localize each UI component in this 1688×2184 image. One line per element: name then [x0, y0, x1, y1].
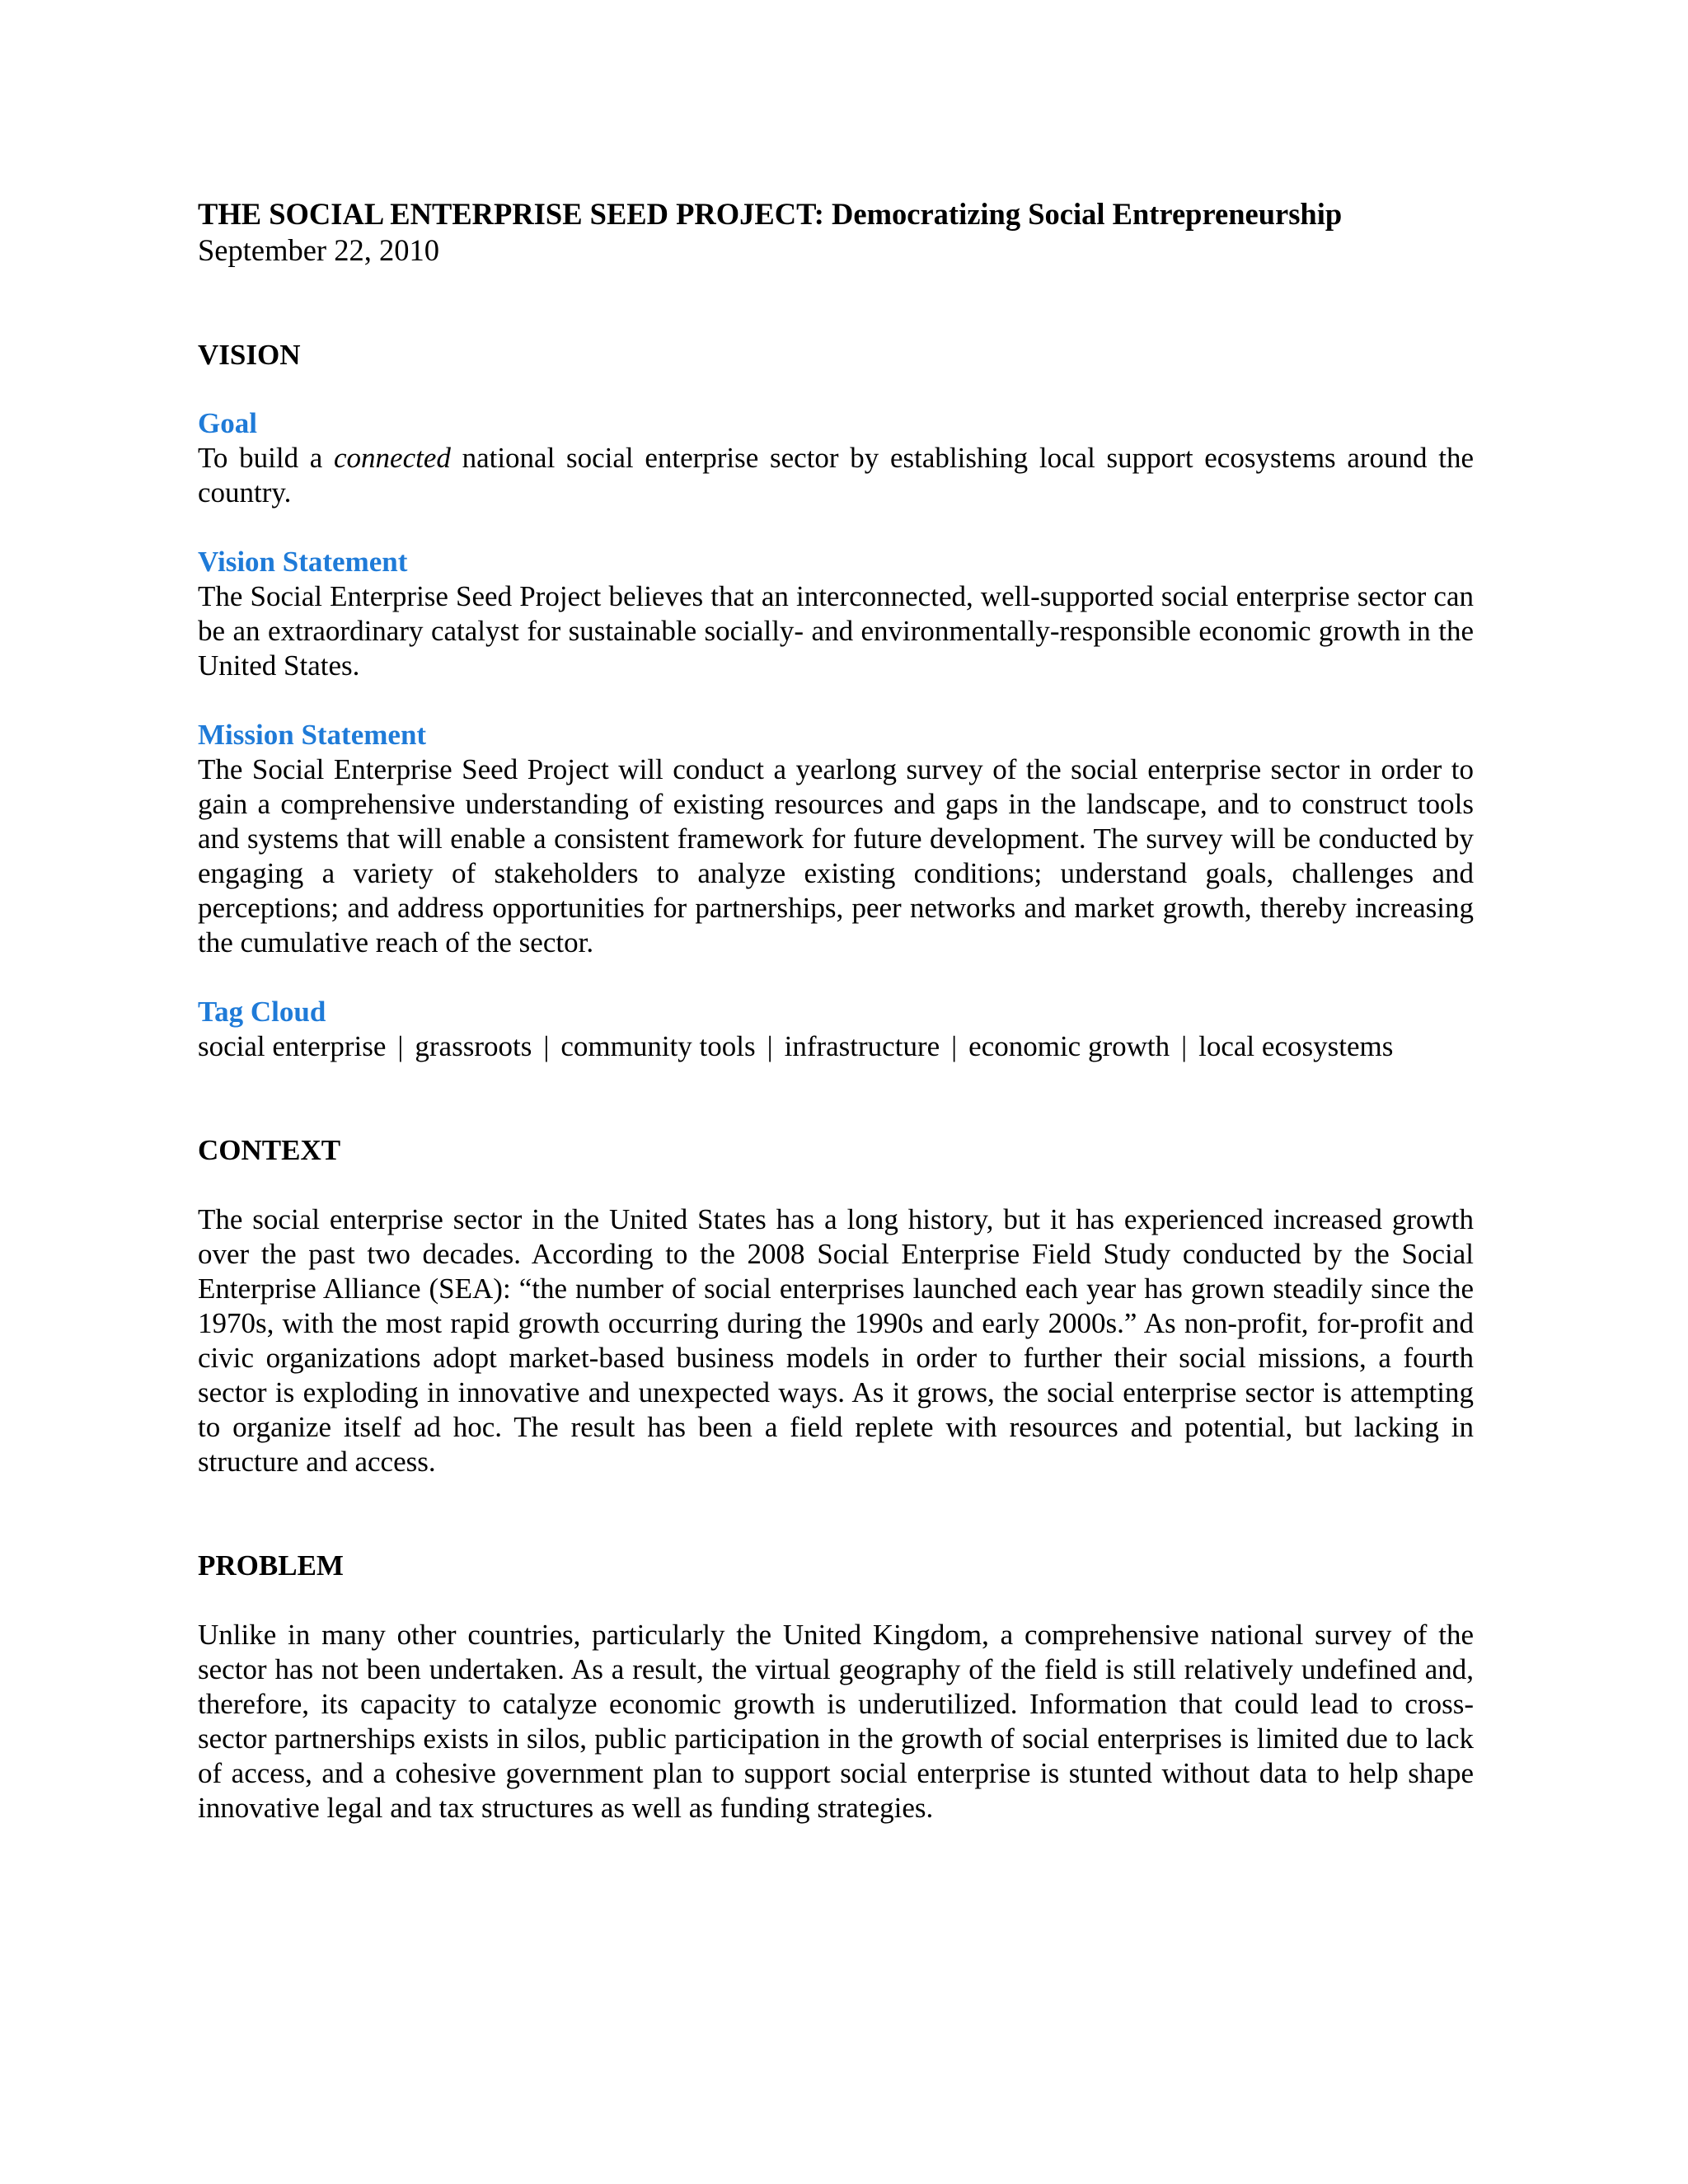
goal-text-after: national social enterprise sector by establishing local support ecosystems around the country. — [198, 442, 1474, 509]
goal-text — [198, 441, 1474, 510]
tag-item: local ecosystems — [1198, 1030, 1394, 1062]
tag-cloud — [198, 1029, 1474, 1064]
problem-text: Unlike in many other countries, particularly the United Kingdom, a comprehensive national survey of the sector has not been undertaken. As a result, the virtual geography of the field is still relatively undefined and, therefore, its capacity to catalyze economic growth is underutilized. Information that could lead to cross-sector partnerships exists in silos, public participation in the growth of social enterprises is limited due to lack of access, and a cohesive government plan to support social enterprise is stunted without data to help shape innovative legal and tax structures as well as funding strategies. — [198, 1619, 1474, 1824]
vision-statement-text: The Social Enterprise Seed Project believes that an interconnected, well-supported social enterprise sector can be an extraordinary catalyst for sustainable socially- and environmentally-responsible economic growth in the United States. — [198, 580, 1474, 682]
tag-separator: | — [951, 1030, 958, 1062]
section-heading-problem: PROBLEM — [198, 1549, 344, 1582]
subheading-vision-statement: Vision Statement — [198, 546, 408, 578]
context-text: The social enterprise sector in the United States has a long history, but it has experienced increased growth over the past two decades. According to the 2008 Social Enterprise Field Study conducted by the Social Enterprise Alliance (SEA): “the number of social enterprises launched each year has grown steadily since the 1970s, with the most rapid growth occurring during the 1990s and early 2000s.” As non-profit, for-profit and civic organizations adopt market-based business models in order to further their social missions, a fourth sector is exploding in innovative and unexpected ways. As it grows, the social enterprise sector is attempting to organize itself ad hoc. The result has been a field replete with resources and potential, but lacking in structure and access. — [198, 1203, 1474, 1478]
subheading-mission-statement: Mission Statement — [198, 719, 427, 751]
document-page — [198, 196, 1474, 1825]
tag-item: grassroots — [415, 1030, 532, 1062]
tag-separator: | — [397, 1030, 404, 1062]
tag-item: economic growth — [968, 1030, 1170, 1062]
tag-separator: | — [767, 1030, 773, 1062]
tag-separator: | — [543, 1030, 550, 1062]
tag-item: infrastructure — [784, 1030, 940, 1062]
goal-text-emphasis: connected — [334, 442, 451, 474]
document-title: THE SOCIAL ENTERPRISE SEED PROJECT: Democratizing Social Entrepreneurship — [198, 197, 1343, 231]
subheading-goal: Goal — [198, 407, 257, 439]
tag-item: social enterprise — [198, 1030, 387, 1062]
document-date: September 22, 2010 — [198, 233, 439, 267]
section-heading-vision: VISION — [198, 339, 301, 371]
section-heading-context: CONTEXT — [198, 1134, 341, 1166]
goal-text-before: To build a — [198, 442, 334, 474]
subheading-tag-cloud: Tag Cloud — [198, 996, 326, 1028]
mission-statement-text: The Social Enterprise Seed Project will conduct a yearlong survey of the social enterprise sector in order to gain a comprehensive understanding of existing resources and gaps in the landscape, and to construct tools and systems that will enable a consistent framework for future development. The survey will be conducted by engaging a variety of stakeholders to analyze existing conditions; understand goals, challenges and perceptions; and address opportunities for partnerships, peer networks and market growth, thereby increasing the cumulative reach of the sector. — [198, 753, 1474, 958]
tag-item: community tools — [560, 1030, 756, 1062]
tag-separator: | — [1181, 1030, 1188, 1062]
